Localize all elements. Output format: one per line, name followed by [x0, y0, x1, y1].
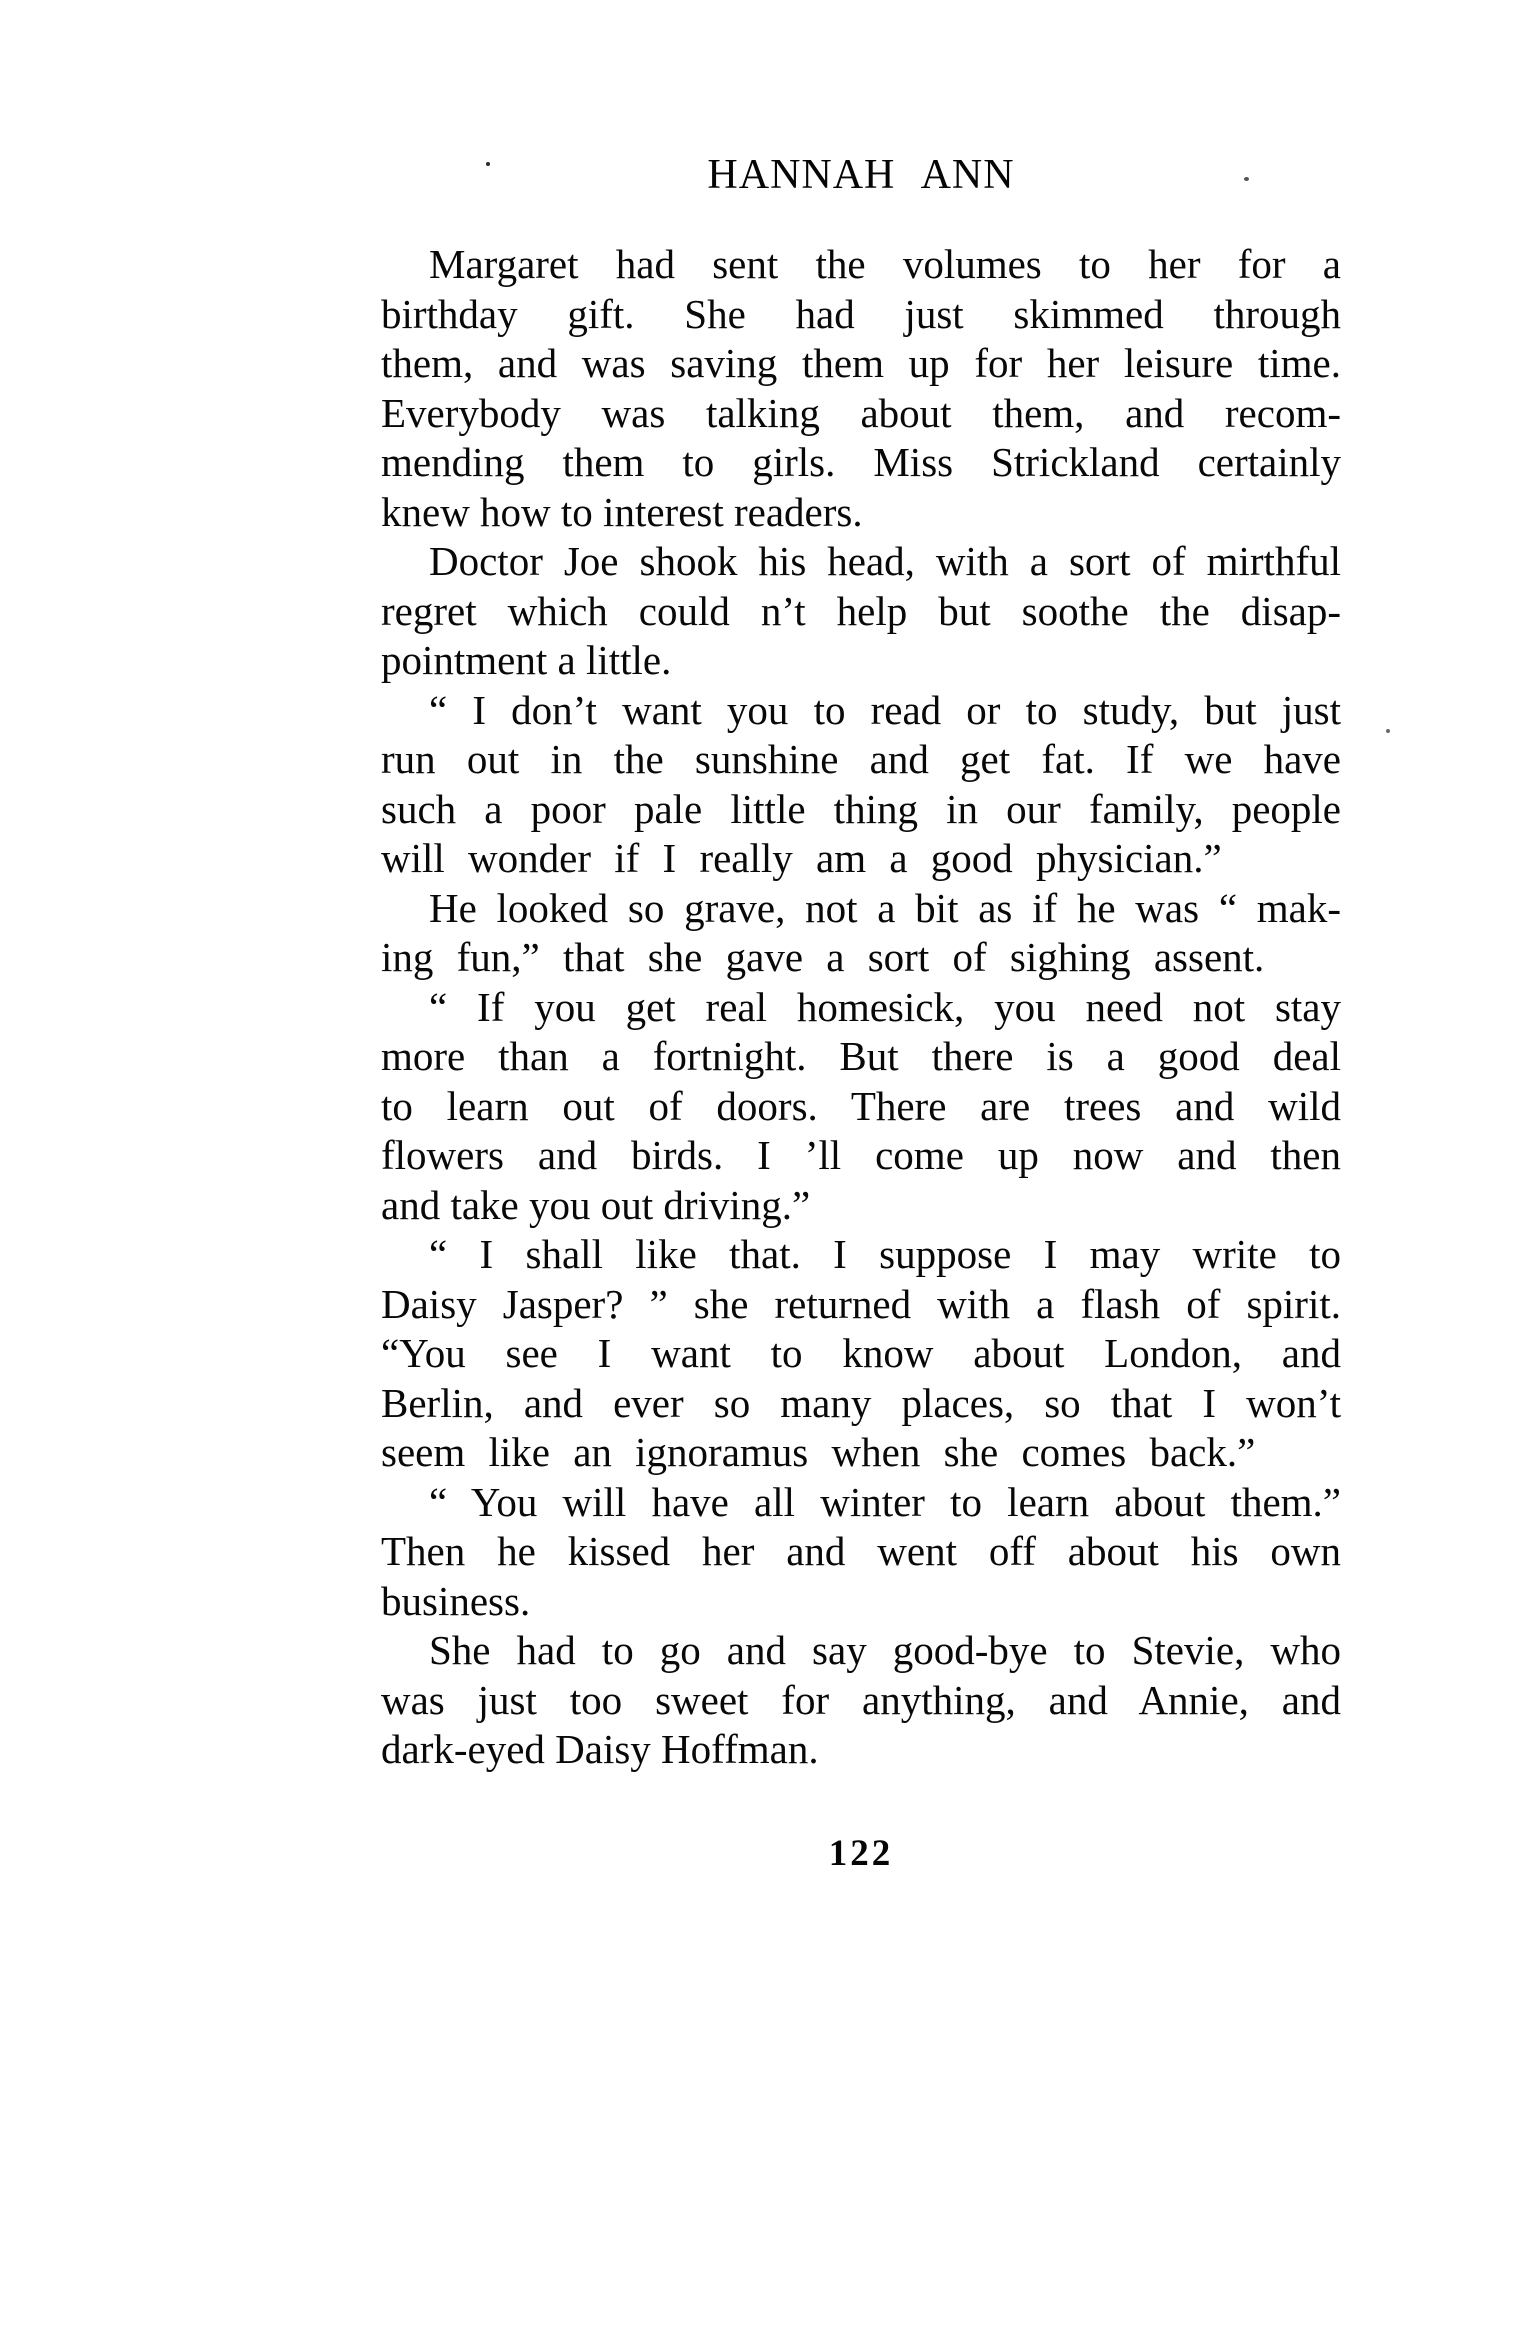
text-column [381, 0, 1341, 2340]
text-line: mending them to girls. Miss Strickland certainly [381, 439, 1341, 485]
text-line: seem like an ignoramus when she comes back.” [381, 1429, 1256, 1475]
text-line: to learn out of doors. There are trees and wild [381, 1082, 1341, 1129]
body-text [381, 240, 1341, 1775]
text-line: Margaret had sent the volumes to her for a [429, 241, 1341, 287]
running-header: HANNAH ANN [707, 152, 1015, 198]
text-line: and take you out driving.” [381, 1181, 811, 1228]
text-line: knew how to interest readers. [381, 488, 863, 535]
text-line: Daisy Jasper? ” she returned with a flash of spirit. [381, 1280, 1341, 1327]
text-line: pointment a little. [381, 637, 672, 683]
text-line: “ I don’t want you to read or to study, but just [429, 686, 1341, 733]
text-line: regret which could n’t help but soothe the disap- [381, 587, 1341, 634]
text-line: was just too sweet for anything, and Annie, and [381, 1676, 1341, 1723]
text-line: “You see I want to know about London, and [381, 1330, 1341, 1376]
text-line: run out in the sunshine and get fat. If we have [381, 736, 1341, 782]
scan-speck [1386, 729, 1390, 733]
text-line: birthday gift. She had just skimmed through [381, 290, 1341, 337]
text-line: Doctor Joe shook his head, with a sort of mirthful [429, 538, 1341, 584]
text-line: “ You will have all winter to learn about them.” [429, 1478, 1341, 1525]
text-line: dark-eyed Daisy Hoffman. [381, 1726, 819, 1772]
text-line: more than a fortnight. But there is a good deal [381, 1033, 1341, 1079]
text-line: Berlin, and ever so many places, so that I won’t [381, 1379, 1341, 1426]
page-number: 122 [828, 1833, 894, 1874]
text-line: such a poor pale little thing in our family, people [381, 785, 1341, 832]
text-line: flowers and birds. I ’ll come up now and then [381, 1132, 1341, 1178]
text-line: He looked so grave, not a bit as if he was “ mak- [429, 884, 1341, 931]
text-line: ing fun,” that she gave a sort of sighing assent. [381, 934, 1265, 980]
text-line: “ If you get real homesick, you need not stay [429, 983, 1341, 1030]
text-line: Everybody was talking about them, and recom- [381, 389, 1341, 436]
text-line: She had to go and say good-bye to Stevie, who [429, 1627, 1341, 1673]
text-line: Then he kissed her and went off about his own [381, 1528, 1341, 1574]
text-line: “ I shall like that. I suppose I may write to [429, 1231, 1341, 1277]
text-line: business. [381, 1577, 531, 1624]
text-line: them, and was saving them up for her leisure time. [381, 340, 1341, 386]
text-line: will wonder if I really am a good physician.” [381, 835, 1222, 881]
